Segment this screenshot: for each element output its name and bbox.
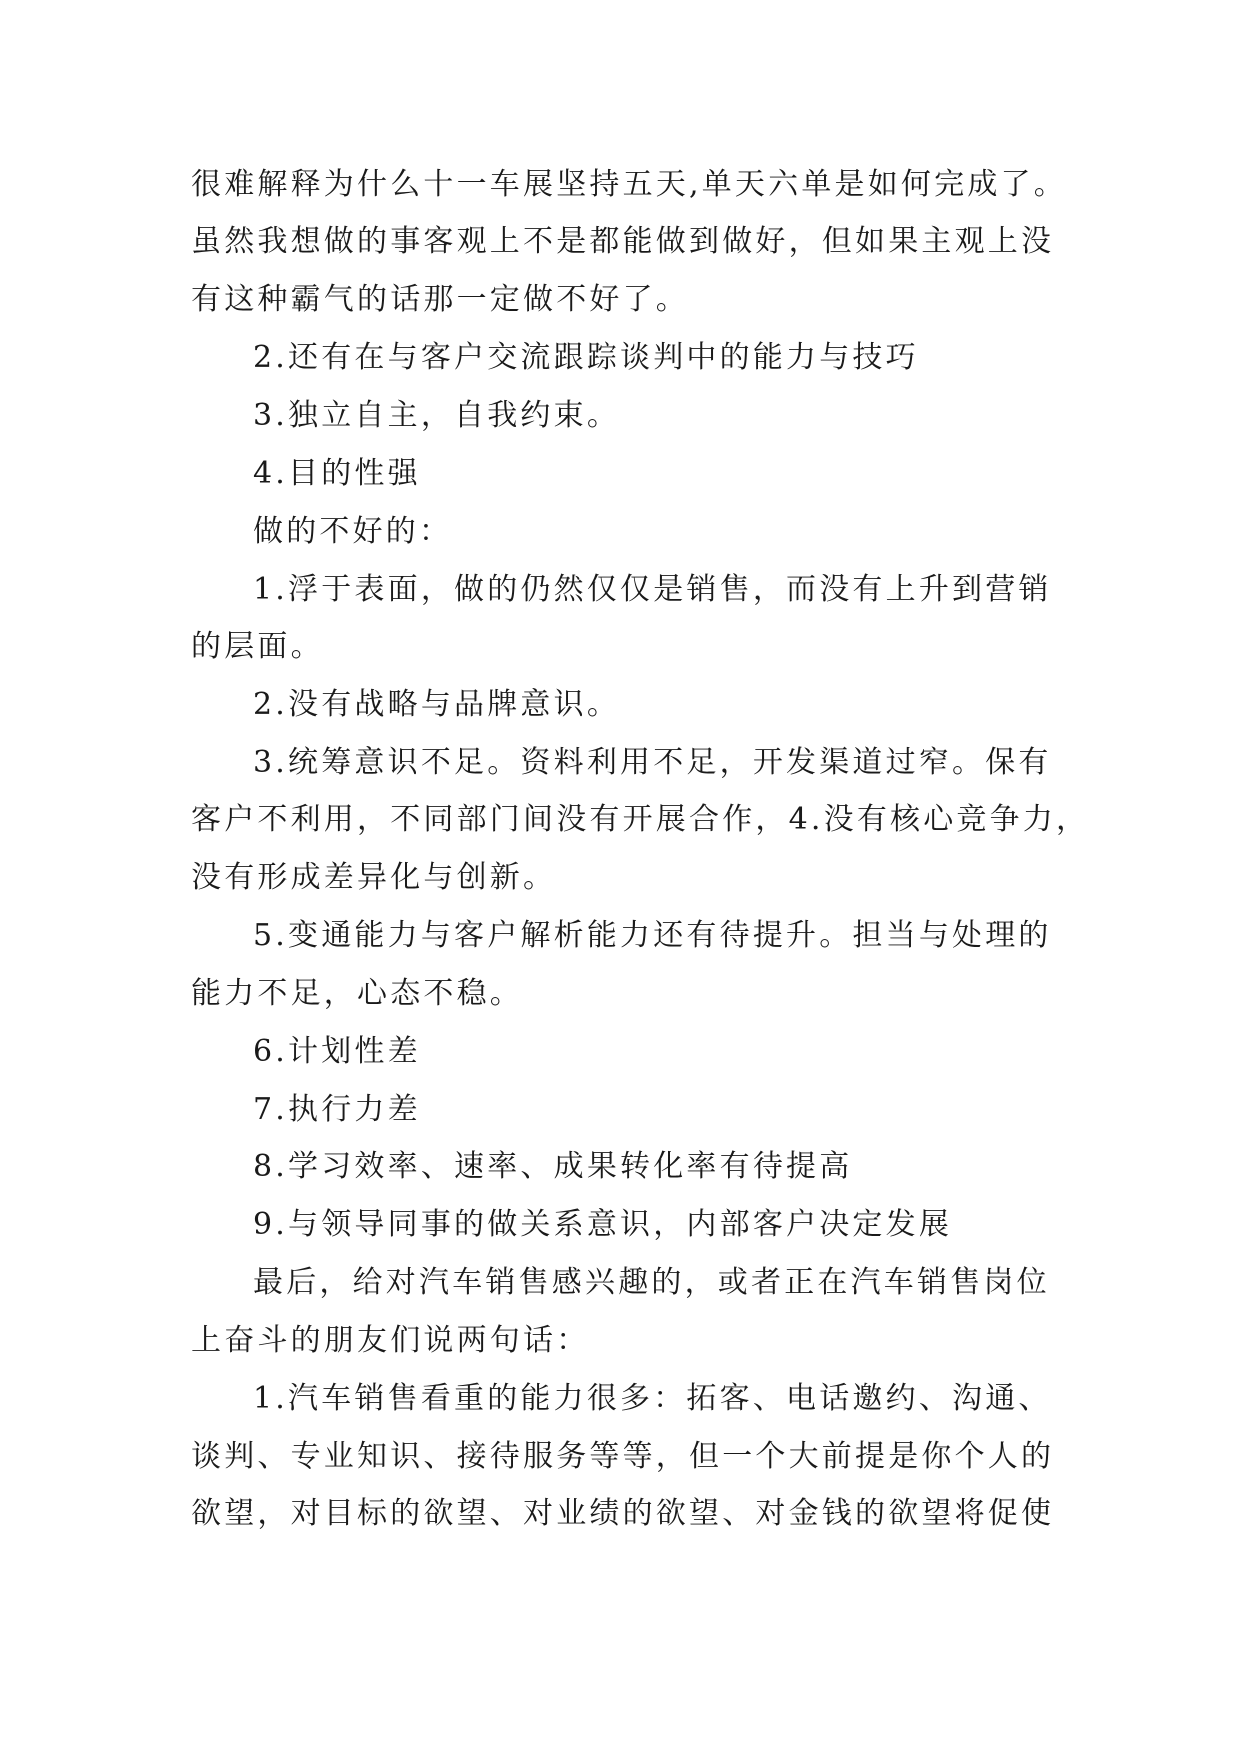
paragraph-line: 欲望，对目标的欲望、对业绩的欲望、对金钱的欲望将促使 <box>191 1496 1055 1531</box>
list-item: 2.还有在与客户交流跟踪谈判中的能力与技巧 <box>253 340 919 375</box>
list-item: 3.统筹意识不足。资料利用不足，开发渠道过窄。保有 <box>253 745 1052 780</box>
paragraph-line: 谈判、专业知识、接待服务等等，但一个大前提是你个人的 <box>191 1439 1055 1474</box>
list-item: 3.独立自主，自我约束。 <box>253 398 621 433</box>
list-item: 2.没有战略与品牌意识。 <box>253 687 621 722</box>
list-item: 5.变通能力与客户解析能力还有待提升。担当与处理的 <box>253 918 1052 953</box>
list-item: 1.浮于表面，做的仍然仅仅是销售，而没有上升到营销 <box>253 572 1052 607</box>
paragraph-line: 虽然我想做的事客观上不是都能做到做好，但如果主观上没 <box>191 224 1055 259</box>
list-item: 8.学习效率、速率、成果转化率有待提高 <box>253 1149 853 1184</box>
paragraph-line: 上奋斗的朋友们说两句话： <box>191 1323 590 1358</box>
paragraph-line: 的层面。 <box>191 629 324 664</box>
paragraph-line: 最后，给对汽车销售感兴趣的，或者正在汽车销售岗位 <box>253 1265 1050 1300</box>
paragraph-line: 没有形成差异化与创新。 <box>191 860 557 895</box>
list-item: 7.执行力差 <box>253 1092 421 1127</box>
paragraph-line: 很难解释为什么十一车展坚持五天,单天六单是如何完成了。 <box>191 167 1067 202</box>
list-item: 4.目的性强 <box>253 456 421 491</box>
list-item: 6.计划性差 <box>253 1034 421 1069</box>
list-item: 9.与领导同事的做关系意识，内部客户决定发展 <box>253 1207 953 1242</box>
list-item: 1.汽车销售看重的能力很多：拓客、电话邀约、沟通、 <box>253 1381 1052 1416</box>
paragraph-line: 能力不足，心态不稳。 <box>191 976 523 1011</box>
paragraph-line: 客户不利用，不同部门间没有开展合作，4.没有核心竞争力， <box>191 802 1090 837</box>
paragraph-line: 有这种霸气的话那一定做不好了。 <box>191 282 689 317</box>
section-heading: 做的不好的： <box>253 514 453 549</box>
